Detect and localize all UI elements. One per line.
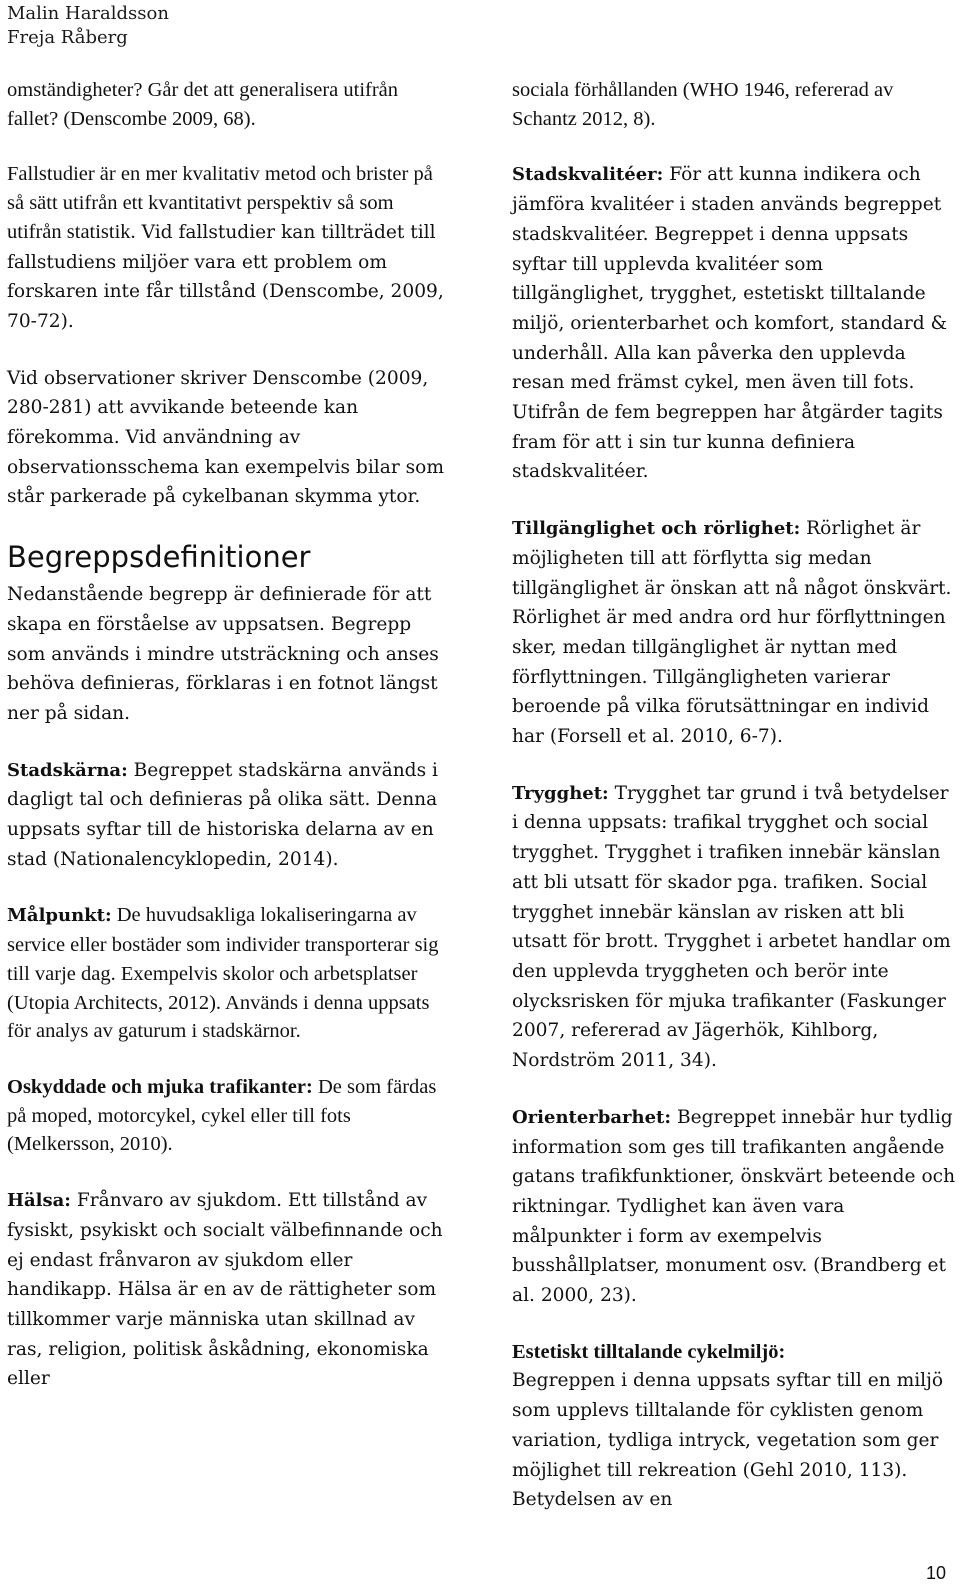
definition-malpunkt: [7, 901, 447, 1046]
text: De som färdas på moped, motorcykel, cykel eller till fots (Melkersson, 2010).: [7, 1075, 437, 1156]
text: Social trygghet innebär känslan av risken att bli utsatt för brott.: [512, 871, 928, 953]
text: Rörlighet är möjligheten till att förflytta sig medan tillgänglighet är önskan att nå något önskvärt.: [512, 518, 952, 599]
text: Tillgängligheten varierar beroende på vilka förutsättningar en individ har (Forsell et al. 2010, 6-7).: [512, 666, 930, 748]
term-label: Orienterbarhet:: [512, 1106, 672, 1128]
page-number: 10: [925, 1563, 946, 1583]
paragraph-who-continuation: [512, 76, 958, 133]
text: Tydlighet kan även vara målpunkter i form av exempelvis busshållplatser, monument osv. (Brandberg et al. 2000, 23).: [512, 1195, 947, 1307]
term-label: Målpunkt:: [7, 905, 112, 927]
definition-orienterbarhet: [512, 1103, 958, 1311]
text: omständigheter? Går det att generalisera utifrån fallet? (Denscombe 2009, 68).: [7, 79, 399, 130]
text: Vid användning av observationsschema kan exempelvis bilar som står parkerade på cykelbanan skymma ytor.: [7, 427, 444, 508]
text: Vid fallstudier kan tillträdet till fallstudiens miljöer vara ett problem om forskaren inte får tillstånd (Denscombe, 2009, 70-72).: [7, 221, 444, 332]
text: Vid observationer skriver Denscombe (2009, 280-281) att avvikande beteende kan förekomma.: [7, 367, 429, 449]
definition-tillganglighet: [512, 514, 958, 752]
section-heading: Begreppsdefinitioner: [7, 540, 311, 575]
text: Utifrån de fem begreppen har åtgärder tagits fram för att i sin tur kunna definiera stadskvalitéer.: [512, 402, 943, 483]
text: sociala förhållanden (WHO 1946, refererad av Schantz 2012, 8).: [512, 79, 894, 130]
paragraph-fallstudier: [7, 160, 447, 336]
term-label: Hälsa:: [7, 1190, 71, 1212]
header-author-1: Malin Haraldsson: [7, 3, 169, 24]
definition-halsa: [7, 1186, 447, 1394]
text: De huvudsakliga lokaliseringarna av service eller bostäder som individer transporterar sig till varje dag. Exempelvis skolor och arbetsplatser (Utopia Architects, 2012). Används i denna uppsats för analys av gaturum i stadskärnor.: [7, 904, 439, 1043]
term-label: Oskyddade och mjuka trafikanter:: [7, 1075, 313, 1098]
text: Begrepp som används i mindre utsträckning och anses behöva definieras, förklaras i en fotnot längst ner på sidan.: [7, 613, 439, 724]
paragraph-denscombe-generalisera: [7, 76, 447, 133]
text: Denna uppsats syftar till de historiska delarna av en stad (Nationalencyklopedin, 2014).: [7, 789, 438, 870]
paragraph-observationer: [7, 364, 447, 513]
text: Begreppen i denna uppsats syftar till en miljö som upplevs tilltalande för cyklisten genom variation, tydliga intryck, vegetation som ger möjlighet till rekreation (Gehl 2010, 113). Betydelsen av en: [512, 1370, 944, 1511]
header-author-2: Freja Råberg: [7, 27, 128, 48]
text: Fallstudier är en mer kvalitativ metod och brister på så sätt utifrån ett kvantitativt perspektiv så som utifrån statistik.: [7, 163, 433, 243]
text: Begreppet innebär hur tydlig information som ges till trafikanten angående gatans trafikfunktioner, önskvärt beteende och riktningar.: [512, 1106, 956, 1217]
definition-stadskvaliteer: [512, 160, 958, 487]
term-label: Tillgänglighet och rörlighet:: [512, 518, 801, 540]
term-label: Trygghet:: [512, 782, 609, 804]
text: Trygghet tar grund i två betydelser i denna uppsats: trafikal trygghet och social trygghet.: [512, 782, 949, 864]
text: Nedanstående begrepp är definierade för att skapa en förståelse av uppsatsen.: [7, 584, 432, 635]
right-column: [512, 76, 958, 1542]
paragraph-nedanstaende: [7, 580, 447, 729]
term-label: Stadskärna:: [7, 759, 128, 781]
page-header: [7, 0, 169, 52]
text: Trygghet i trafiken innebär känslan att bli utsatt för skador pga. trafiken.: [512, 842, 941, 893]
term-label: Stadskvalitéer:: [512, 164, 664, 186]
text: Trygghet i arbetet handlar om den upplevda tryggheten och berör inte olycksrisken för mjuka trafikanter (Faskunger 2007, refererad av Jägerhök, Kihlborg, Nordström 2011, 34).: [512, 931, 951, 1072]
definition-stadskarna: [7, 756, 447, 875]
definition-estetiskt-cykelmiljo: [512, 1338, 958, 1515]
text: Begreppet i denna uppsats syftar till upplevda kvalitéer som tillgänglighet, trygghet, estetiskt tilltalande miljö, orienterbarhet och komfort, standard & underhåll.: [512, 223, 948, 364]
left-column: [7, 76, 447, 1421]
term-label: Estetiskt tilltalande cykelmiljö:: [512, 1340, 786, 1363]
definition-trygghet: [512, 779, 958, 1076]
text: Begreppet stadskärna används i dagligt tal och definieras på olika sätt.: [7, 759, 438, 811]
definition-oskyddade-trafikanter: [7, 1073, 447, 1159]
text: Rörlighet är med andra ord hur förflyttningen sker, medan tillgänglighet är nyttan med förflyttningen.: [512, 607, 946, 688]
text: För att kunna indikera och jämföra kvalitéer i staden används begreppet stadskvalitéer.: [512, 164, 942, 245]
text: Ett tillstånd av fysiskt, psykiskt och socialt välbefinnande och ej endast frånvaron av sjukdom eller handikapp. Hälsa är en av de rättigheter som tillkommer varje människa utan skillnad av ras, religion, politisk åskådning, ekonomiska eller: [7, 1190, 443, 1390]
text: Alla kan påverka den upplevda resan med främst cykel, men även till fots.: [512, 342, 915, 394]
text: Frånvaro av sjukdom.: [70, 1190, 282, 1212]
